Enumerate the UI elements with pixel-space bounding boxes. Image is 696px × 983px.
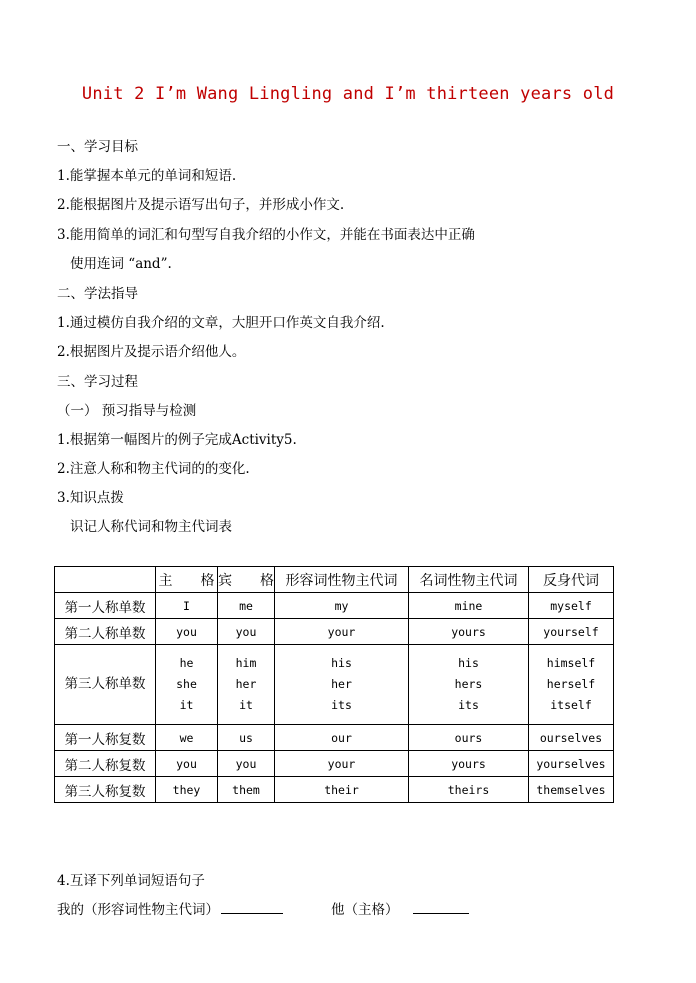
header-cell-reflexive: 反身代词 bbox=[529, 567, 614, 593]
cell-line: hers bbox=[454, 677, 483, 691]
table-cell: their bbox=[275, 777, 409, 803]
table-cell: ourselves bbox=[529, 725, 614, 751]
header-cell-adjective-possessive: 形容词性物主代词 bbox=[275, 567, 409, 593]
table-cell bbox=[275, 645, 409, 725]
pronoun-table bbox=[54, 566, 614, 803]
cell-line: his bbox=[331, 656, 352, 670]
cell-line: her bbox=[235, 677, 257, 691]
table-cell: yours bbox=[409, 751, 529, 777]
objective-1: 1.能掌握本单元的单词和短语. bbox=[57, 168, 237, 184]
table-cell: yours bbox=[409, 619, 529, 645]
table-cell: they bbox=[156, 777, 218, 803]
answer-blank-1[interactable] bbox=[221, 913, 283, 914]
exercise-prompt-1: 我的（形容词性物主代词） bbox=[57, 902, 219, 918]
table-cell: you bbox=[156, 619, 218, 645]
objective-3: 3.能用简单的词汇和句型写自我介绍的小作文，并能在书面表达中正确 bbox=[57, 227, 475, 243]
table-row bbox=[55, 619, 614, 645]
section3-heading: 三、学习过程 bbox=[57, 374, 138, 390]
cell-line: herself bbox=[546, 677, 596, 691]
table-cell: we bbox=[156, 725, 218, 751]
table-cell: us bbox=[218, 725, 275, 751]
row-label: 第三人称单数 bbox=[55, 645, 156, 725]
table-cell: our bbox=[275, 725, 409, 751]
process-1: 1.根据第一幅图片的例子完成Activity5. bbox=[57, 432, 297, 448]
exercise-heading: 4.互译下列单词短语句子 bbox=[57, 873, 205, 889]
table-cell bbox=[156, 645, 218, 725]
table-cell: your bbox=[275, 619, 409, 645]
exercise-row bbox=[57, 901, 469, 919]
table-cell: ours bbox=[409, 725, 529, 751]
table-cell: my bbox=[275, 593, 409, 619]
section3-subheading: （一） 预习指导与检测 bbox=[57, 403, 197, 419]
table-row bbox=[55, 593, 614, 619]
cell-line: its bbox=[458, 698, 479, 712]
table-row bbox=[55, 645, 614, 725]
process-2: 2.注意人称和物主代词的的变化. bbox=[57, 461, 250, 477]
table-cell: I bbox=[156, 593, 218, 619]
header-cell-noun-possessive: 名词性物主代词 bbox=[409, 567, 529, 593]
header-cell-empty bbox=[55, 567, 156, 593]
row-label: 第一人称单数 bbox=[55, 593, 156, 619]
table-cell: your bbox=[275, 751, 409, 777]
cell-line: its bbox=[331, 698, 352, 712]
table-cell bbox=[409, 645, 529, 725]
header-cell-object: 宾 格 bbox=[218, 567, 275, 593]
cell-line: it bbox=[239, 698, 253, 712]
table-cell: yourselves bbox=[529, 751, 614, 777]
method-2: 2.根据图片及提示语介绍他人。 bbox=[57, 344, 246, 360]
cell-line: he bbox=[179, 656, 194, 670]
table-cell: yourself bbox=[529, 619, 614, 645]
method-1: 1.通过模仿自我介绍的文章，大胆开口作英文自我介绍. bbox=[57, 315, 385, 331]
table-cell bbox=[529, 645, 614, 725]
cell-line: itself bbox=[550, 698, 592, 712]
table-row bbox=[55, 751, 614, 777]
table-cell: them bbox=[218, 777, 275, 803]
header-cell-subject: 主 格 bbox=[156, 567, 218, 593]
table-cell: you bbox=[218, 619, 275, 645]
table-cell: me bbox=[218, 593, 275, 619]
cell-line: him bbox=[235, 656, 257, 670]
objective-2: 2.能根据图片及提示语写出句子，并形成小作文. bbox=[57, 197, 345, 213]
section1-heading: 一、学习目标 bbox=[57, 139, 138, 155]
cell-line: she bbox=[176, 677, 197, 691]
row-label: 第三人称复数 bbox=[55, 777, 156, 803]
cell-line: it bbox=[179, 698, 194, 712]
exercise-prompt-2: 他（主格） bbox=[331, 902, 399, 918]
table-cell bbox=[218, 645, 275, 725]
table-cell: mine bbox=[409, 593, 529, 619]
table-cell: themselves bbox=[529, 777, 614, 803]
objective-3-continuation: 使用连词 “and”. bbox=[70, 256, 172, 272]
table-row bbox=[55, 777, 614, 803]
table-header-row bbox=[55, 567, 614, 593]
cell-line: his bbox=[458, 656, 479, 670]
table-cell: myself bbox=[529, 593, 614, 619]
table-caption: 识记人称代词和物主代词表 bbox=[70, 519, 232, 535]
table-cell: you bbox=[156, 751, 218, 777]
table-cell: theirs bbox=[409, 777, 529, 803]
row-label: 第二人称复数 bbox=[55, 751, 156, 777]
page-title: Unit 2 I’m Wang Lingling and I’m thirteen years old bbox=[81, 84, 615, 104]
answer-blank-2[interactable] bbox=[413, 913, 469, 914]
cell-line: himself bbox=[546, 656, 596, 670]
row-label: 第二人称单数 bbox=[55, 619, 156, 645]
process-3: 3.知识点拨 bbox=[57, 490, 124, 506]
table-row bbox=[55, 725, 614, 751]
row-label: 第一人称复数 bbox=[55, 725, 156, 751]
cell-line: her bbox=[331, 677, 352, 691]
table-cell: you bbox=[218, 751, 275, 777]
section2-heading: 二、学法指导 bbox=[57, 286, 138, 302]
